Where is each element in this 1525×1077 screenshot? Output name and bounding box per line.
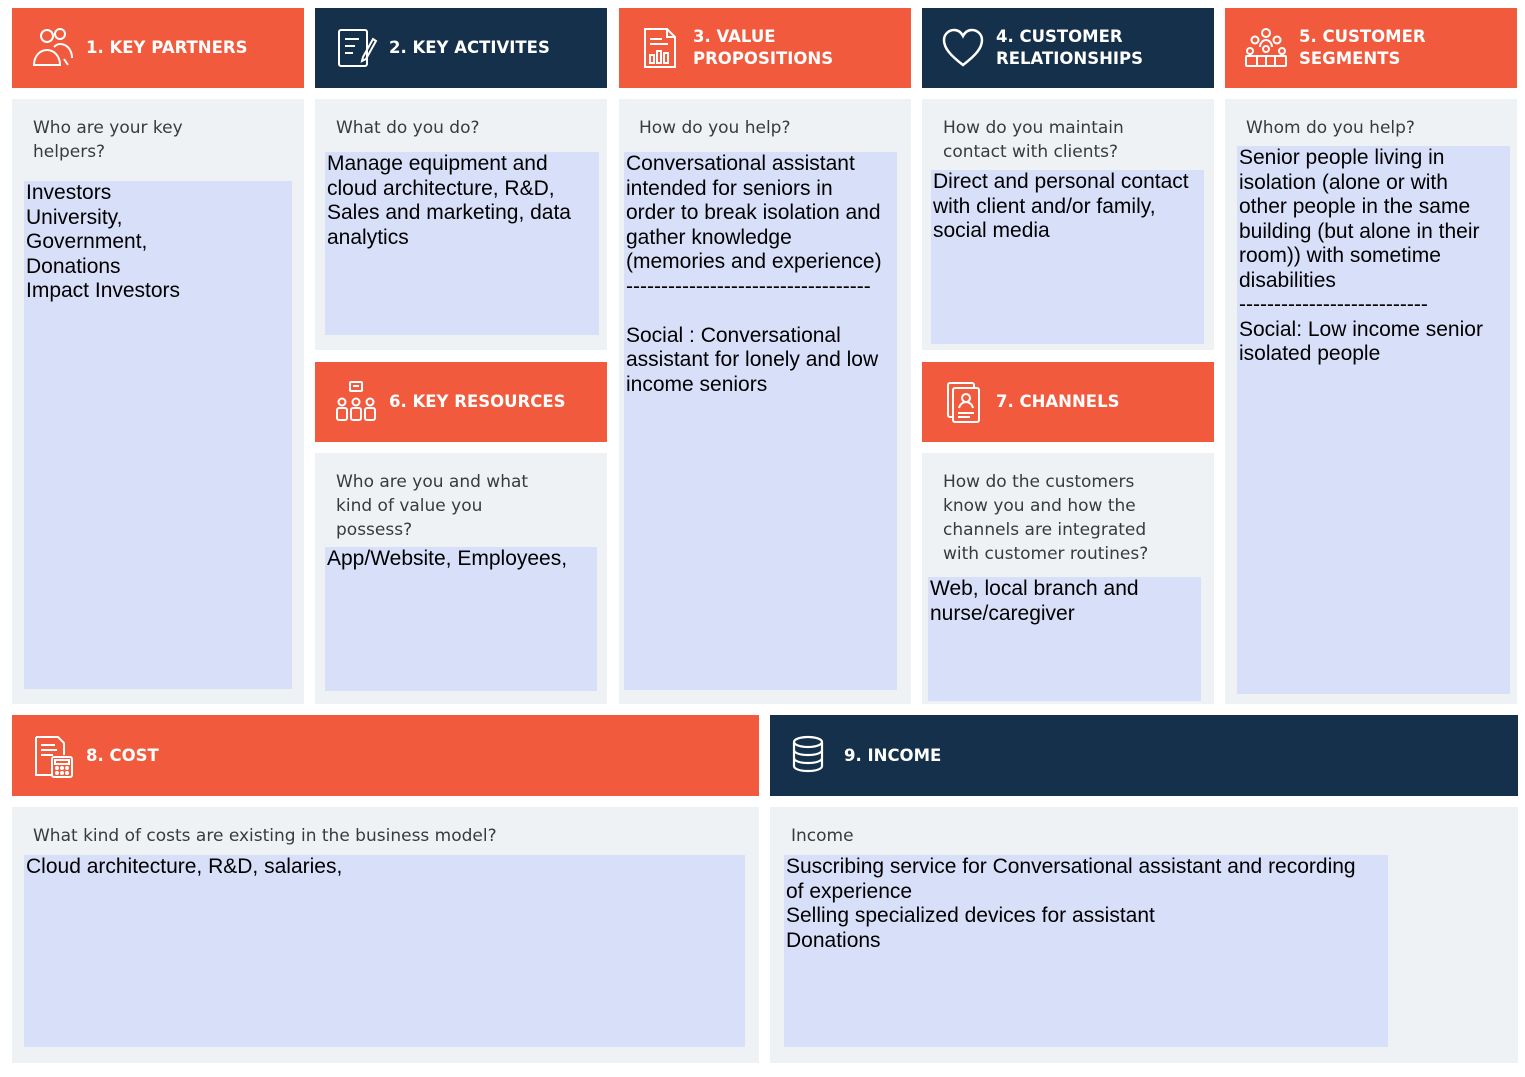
key-partners-title: 1. KEY PARTNERS bbox=[86, 38, 248, 57]
key-activities-question: What do you do? bbox=[336, 118, 480, 138]
channels-header bbox=[922, 362, 1214, 442]
income-answer[interactable]: Suscribing service for Conversational assistant and recording of experience Selling specialized devices for assistant Donations bbox=[784, 855, 1388, 1047]
value-propositions-answer[interactable]: Conversational assistant intended for seniors in order to break isolation and gather knowledge (memories and experience) ----------------------------------- Social : Conversational assistant for lonely and low income seniors bbox=[624, 152, 897, 690]
channels-answer[interactable]: Web, local branch and nurse/caregiver bbox=[928, 577, 1201, 701]
contact-card-icon bbox=[940, 377, 990, 427]
key-activities-title: 2. KEY ACTIVITES bbox=[389, 38, 550, 57]
value-propositions-title: 3. VALUE PROPOSITIONS bbox=[693, 27, 834, 68]
key-activities-answer[interactable]: Manage equipment and cloud architecture, R&D, Sales and marketing, data analytics bbox=[325, 152, 599, 335]
key-partners-header bbox=[12, 8, 304, 88]
heart-icon bbox=[940, 23, 990, 73]
key-partners-answer[interactable]: Investors University, Government, Donations Impact Investors bbox=[24, 181, 292, 689]
calculator-icon bbox=[30, 731, 80, 781]
channels-question: How do the customers know you and how the channels are integrated with customer routines? bbox=[943, 472, 1149, 564]
key-resources-header bbox=[315, 362, 607, 442]
customer-segments-header bbox=[1225, 8, 1517, 88]
customer-segments-question: Whom do you help? bbox=[1246, 118, 1415, 138]
team-idea-icon bbox=[333, 377, 383, 427]
cost-question: What kind of costs are existing in the business model? bbox=[33, 826, 497, 846]
value-propositions-question: How do you help? bbox=[639, 118, 791, 138]
cost-title: 8. COST bbox=[86, 745, 159, 765]
activities-icon bbox=[333, 23, 383, 73]
value-propositions-header bbox=[619, 8, 911, 88]
key-resources-title: 6. KEY RESOURCES bbox=[389, 392, 566, 411]
report-chart-icon bbox=[637, 23, 687, 73]
key-activities-header bbox=[315, 8, 607, 88]
customer-segments-title: 5. CUSTOMER SEGMENTS bbox=[1299, 27, 1426, 68]
channels-title: 7. CHANNELS bbox=[996, 392, 1120, 411]
customer-relationships-header bbox=[922, 8, 1214, 88]
cost-answer[interactable]: Cloud architecture, R&D, salaries, bbox=[24, 855, 745, 1047]
cost-header bbox=[12, 715, 759, 796]
income-header bbox=[770, 715, 1518, 796]
income-question: Income bbox=[791, 826, 854, 846]
key-resources-question: Who are you and what kind of value you possess? bbox=[336, 472, 529, 540]
customer-relationships-answer[interactable]: Direct and personal contact with client and/or family, social media bbox=[931, 170, 1204, 344]
group-icon bbox=[1243, 23, 1293, 73]
key-partners-question: Who are your key helpers? bbox=[33, 118, 183, 162]
coins-icon bbox=[788, 731, 838, 781]
customer-relationships-question: How do you maintain contact with clients? bbox=[943, 118, 1124, 162]
customer-segments-answer[interactable]: Senior people living in isolation (alone or with other people in the same building (but alone in their room)) with sometime disabilities --------------------------- Social: Low income senior isolated people bbox=[1237, 146, 1510, 694]
partners-icon bbox=[30, 23, 80, 73]
income-title: 9. INCOME bbox=[844, 745, 942, 765]
key-resources-answer[interactable]: App/Website, Employees, bbox=[325, 547, 597, 691]
customer-relationships-title: 4. CUSTOMER RELATIONSHIPS bbox=[996, 27, 1144, 68]
